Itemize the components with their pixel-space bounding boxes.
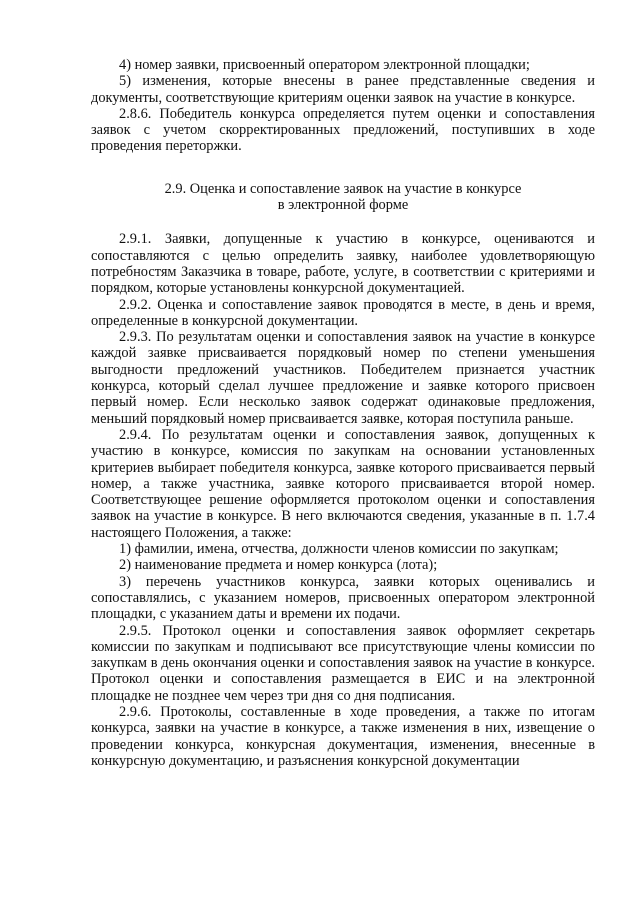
document-body <box>91 57 595 769</box>
list-item: 2) наименование предмета и номер конкурса (лота); <box>119 557 438 574</box>
spacer <box>91 213 595 231</box>
section-heading <box>91 181 595 214</box>
paragraph: 5) изменения, которые внесены в ранее представленные сведения и документы, соответствующие критериям оценки заявок на участие в конкурсе. <box>91 73 595 106</box>
paragraph: 2.9.3. По результатам оценки и сопоставления заявок на участие в конкурсе каждой заявке присваивается порядковый номер по степени уменьшения выгодности предложений участников. Победителем признается участник конкурса, который сделал лучшее предложение и заявке которого присвоен первый номер. Если несколько заявок содержат одинаковые предложения, меньший порядковый номер присваивается заявке, которая поступила раньше. <box>91 329 595 427</box>
paragraph: 2.9.4. По результатам оценки и сопоставления заявок, допущенных к участию в конкурсе, комиссия по закупкам на основании установленных критериев выбирает победителя конкурса, заявке которого присваивается первый номер, а также участника, заявке которого присваивается второй номер. Соответствующее решение оформляется протоколом оценки и сопоставления заявок на участие в конкурсе. В него включаются сведения, указанные в п. 1.7.4 настоящего Положения, а также: <box>91 426 595 541</box>
paragraph: 2.9.1. Заявки, допущенные к участию в конкурсе, оцениваются и сопоставляются с целью определить заявку, наиболее удовлетворяющую потребностям Заказчика в товаре, работе, услуге, в соответствии с критериями и порядком, которые установлены конкурсной документацией. <box>91 231 595 297</box>
paragraph: 2.9.5. Протокол оценки и сопоставления заявок оформляет секретарь комиссии по закупкам и подписывают все присутствующие члены комиссии по закупкам в день окончания оценки и сопоставления заявок на участие в конкурсе. Протокол оценки и сопоставления размещается в ЕИС и на электронной площадке не позднее чем через три дня со дня подписания. <box>91 622 595 704</box>
paragraph: 4) номер заявки, присвоенный оператором электронной площадки; <box>119 57 530 73</box>
section-heading-line-1: 2.9. Оценка и сопоставление заявок на участие в конкурсе <box>164 180 522 197</box>
spacer <box>91 155 595 181</box>
section-heading-line-2: в электронной форме <box>277 197 409 214</box>
list-item: 1) фамилии, имена, отчества, должности членов комиссии по закупкам; <box>119 541 559 558</box>
list-item: 3) перечень участников конкурса, заявки которых оценивались и сопоставлялись, с указанием номеров, присвоенных оператором электронной площадки, с указанием даты и времени их подачи. <box>91 573 595 623</box>
paragraph: 2.9.6. Протоколы, составленные в ходе проведения, а также по итогам конкурса, заявки на участие в конкурсе, а также изменения в них, извещение о проведении конкурса, конкурсная документация, изменения, внесенные в конкурсную документацию, и разъяснения конкурсной документации <box>91 703 595 769</box>
paragraph: 2.9.2. Оценка и сопоставление заявок проводятся в месте, в день и время, определенные в конкурсной документации. <box>91 296 595 329</box>
paragraph: 2.8.6. Победитель конкурса определяется путем оценки и сопоставления заявок с учетом скорректированных предложений, поступивших в ходе проведения переторжки. <box>91 105 595 155</box>
